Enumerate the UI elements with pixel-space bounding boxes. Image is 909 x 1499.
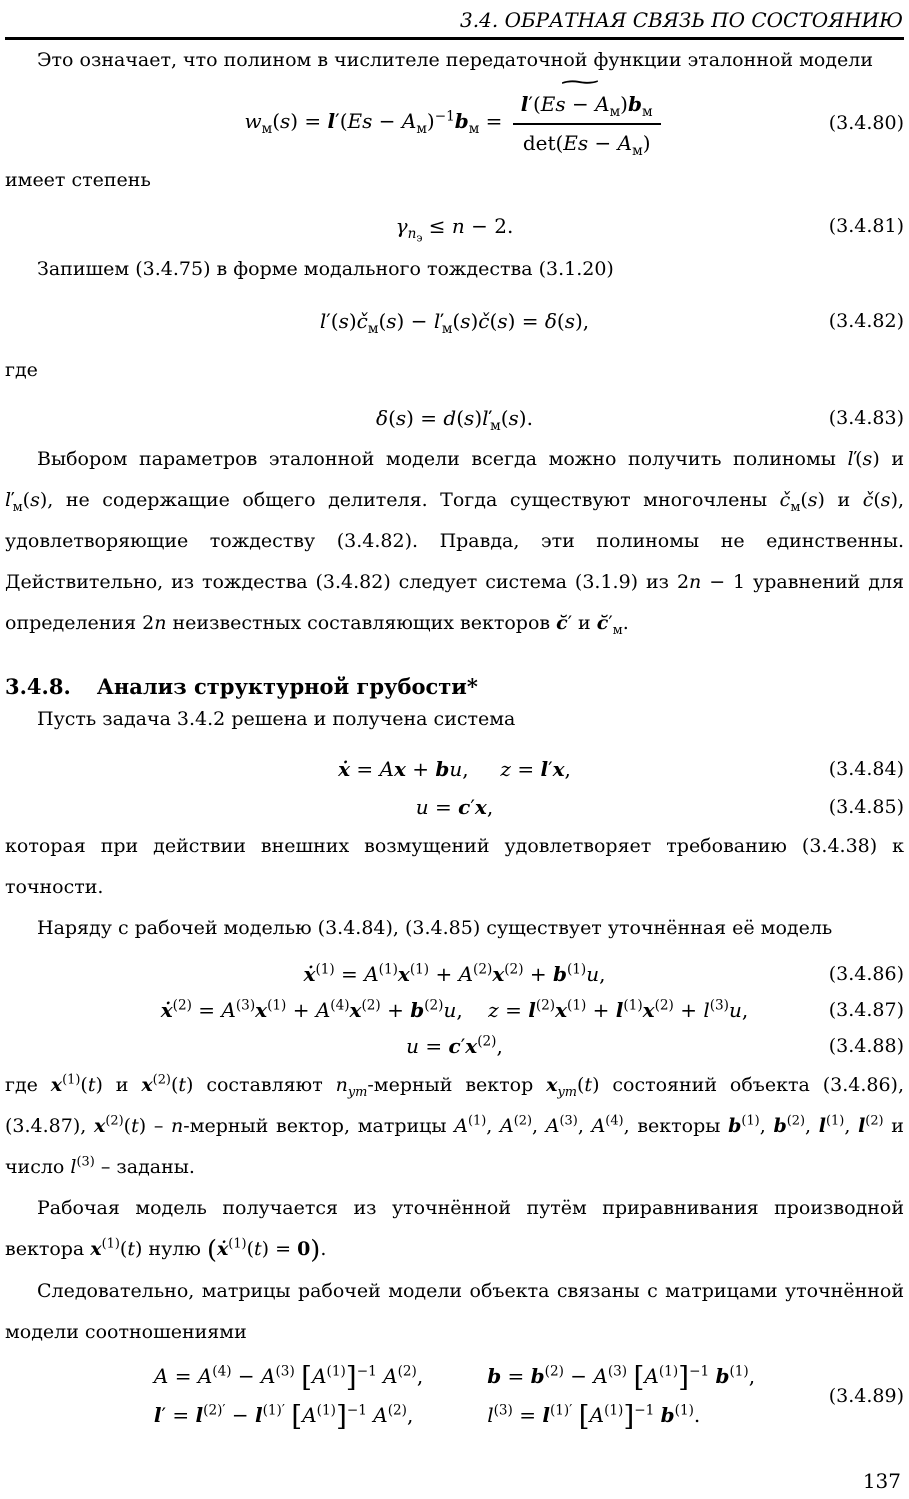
equation-body: $\delta(s) = d(s)ľ_м(s)$. (376, 406, 533, 434)
equation-cell-A: $A = A^{(4)} - A^{(3)}$ $[A^{(1)}]^{-1}$ $A^{(2)}$, (153, 1360, 424, 1394)
section-heading (5, 674, 904, 699)
paragraph-intro: Это означает, что полином в числителе передаточной функции эталонной модели (37, 49, 873, 71)
equation-number: (3.4.86) (828, 963, 904, 985)
equation-number: (3.4.88) (828, 1035, 904, 1057)
equation-number: (3.4.80) (828, 111, 904, 134)
paragraph-where-1: где (5, 359, 38, 381)
equation-cell-b: $b = b^{(2)} - A^{(3)}$ $[A^{(1)}]^{-1}$ $b^{(1)}$, (487, 1360, 756, 1394)
equation-3-4-86 (5, 961, 904, 987)
page-number: 137 (862, 1469, 901, 1493)
paragraph-refined-model: Наряду с рабочей моделью (3.4.84), (3.4.85) существует уточнённая её модель (37, 917, 833, 939)
paragraph-accuracy: которая при действии внешних возмущений удовлетворяет требованию (3.4.38) к точности. (5, 835, 904, 898)
equation-3-4-83 (5, 405, 904, 434)
equation-body (89, 70, 820, 159)
fraction-numerator: l′(Es ∼ − $A_м)b_м$ (513, 89, 661, 125)
section-number: 3.4.8. (5, 674, 71, 699)
equation-3-4-89 (5, 1360, 904, 1433)
fraction-denominator: $\det(Es - A_м)$ (522, 131, 651, 159)
paragraph-polynomials: Выбором параметров эталонной модели всегда можно получить полиномы ľ(s) и $ľ_м(s)$, не содержащие общего делителя. Тогда существуют многочлены $č_м(s)$ и č(s), удовлетворяющие тождеству (3.4.82). Правда, эти полиномы не единственны. Действительно, из тождества (3.4.82) следует система (3.1.9) из 2n − 1 уравнений для определения 2n неизвестных составляющих векторов c̆′ и $c̆'_м$. (5, 448, 905, 638)
equation-grid (153, 1360, 756, 1433)
paragraph-consequently: Следовательно, матрицы рабочей модели объекта связаны с матрицами уточнённой модели соотношениями (5, 1280, 904, 1344)
paragraph-modal-identity: Запишем (3.4.75) в форме модального тождества (3.1.20) (37, 258, 614, 280)
equation-body: $u = c'x^{(2)}$, (406, 1033, 503, 1058)
equation-body (89, 1360, 820, 1433)
section-title: Анализ структурной грубости* (96, 674, 478, 699)
paragraph-where-vectors: где $x^{(1)}(t)$ и $x^{(2)}(t)$ составляют $n_{ym}$-мерный вектор $x_{ym}(t)$ состояний объекта (3.4.86), (3.4.87), $x^{(2)}(t)$ – n-мерный вектор, матрицы $A^{(1)}$, $A^{(2)}$, $A^{(3)}$, $A^{(4)}$, векторы $b^{(1)}$, $b^{(2)}$, $l^{(1)}$, $l^{(2)}$ и число $l^{(3)}$ – заданы. (5, 1072, 905, 1178)
equation-body: $\gamma_{n_э} \le n - 2$. (395, 214, 514, 245)
equation-3-4-87 (5, 997, 904, 1023)
equation-number: (3.4.87) (828, 999, 904, 1021)
paragraph-degree: имеет степень (5, 169, 151, 191)
equation-number: (3.4.84) (828, 758, 904, 780)
equation-number: (3.4.81) (828, 215, 904, 237)
equation-3-4-82 (5, 308, 904, 337)
running-header: 3.4. ОБРАТНАЯ СВЯЗЬ ПО СОСТОЯНИЮ (5, 6, 904, 40)
equation-3-4-80 (5, 70, 904, 159)
equation-3-4-85 (5, 794, 904, 820)
equation-3-4-88 (5, 1033, 904, 1059)
paragraph-working-model: Рабочая модель получается из уточнённой путём приравнивания производной вектора $x^{(1)}(t)$ нулю (ẋ$^{(1)}$(t) = 0). (5, 1197, 904, 1266)
equation-lhs: $w_м(s) = l'(Es - A_м)^{-1}b_м$ = (244, 108, 503, 137)
equation-number: (3.4.82) (828, 310, 904, 332)
equation-3-4-84 (5, 756, 904, 782)
equation-number: (3.4.85) (828, 796, 904, 818)
equation-number: (3.4.83) (828, 407, 904, 429)
equation-3-4-81 (5, 213, 904, 245)
equation-body: u = c′x, (415, 795, 494, 819)
equation-body: ẋ$^{(2)}$ = $A^{(3)}x^{(1)} + A^{(4)}x^{(2)} + b^{(2)}u$, $z = l^{(2)}x^{(1)} + l^{(1)}x^{(2)} + l^{(3)}u$, (160, 997, 749, 1022)
equation-cell-l: $l' = l^{(2)'} - l^{(1)'}$ $[A^{(1)}]^{-1}$ $A^{(2)}$, (153, 1399, 414, 1433)
fraction (513, 70, 661, 159)
equation-number: (3.4.89) (828, 1385, 904, 1408)
paragraph-task-solved: Пусть задача 3.4.2 решена и получена система (37, 708, 516, 730)
equation-cell-l3: $l^{(3)} = l^{(1)'}$ $[A^{(1)}]^{-1}$ $b^{(1)}$. (487, 1399, 701, 1433)
equation-body: ẋ$^{(1)}$ = $A^{(1)}x^{(1)} + A^{(2)}x^{(2)} + b^{(1)}u$, (303, 961, 606, 986)
equation-body: $l'(s)č_м(s)$ − $ľ_м(s)č(s) = \delta(s)$, (319, 309, 590, 337)
equation-body: ẋ = Ax + bu, z = l′x, (338, 757, 571, 781)
